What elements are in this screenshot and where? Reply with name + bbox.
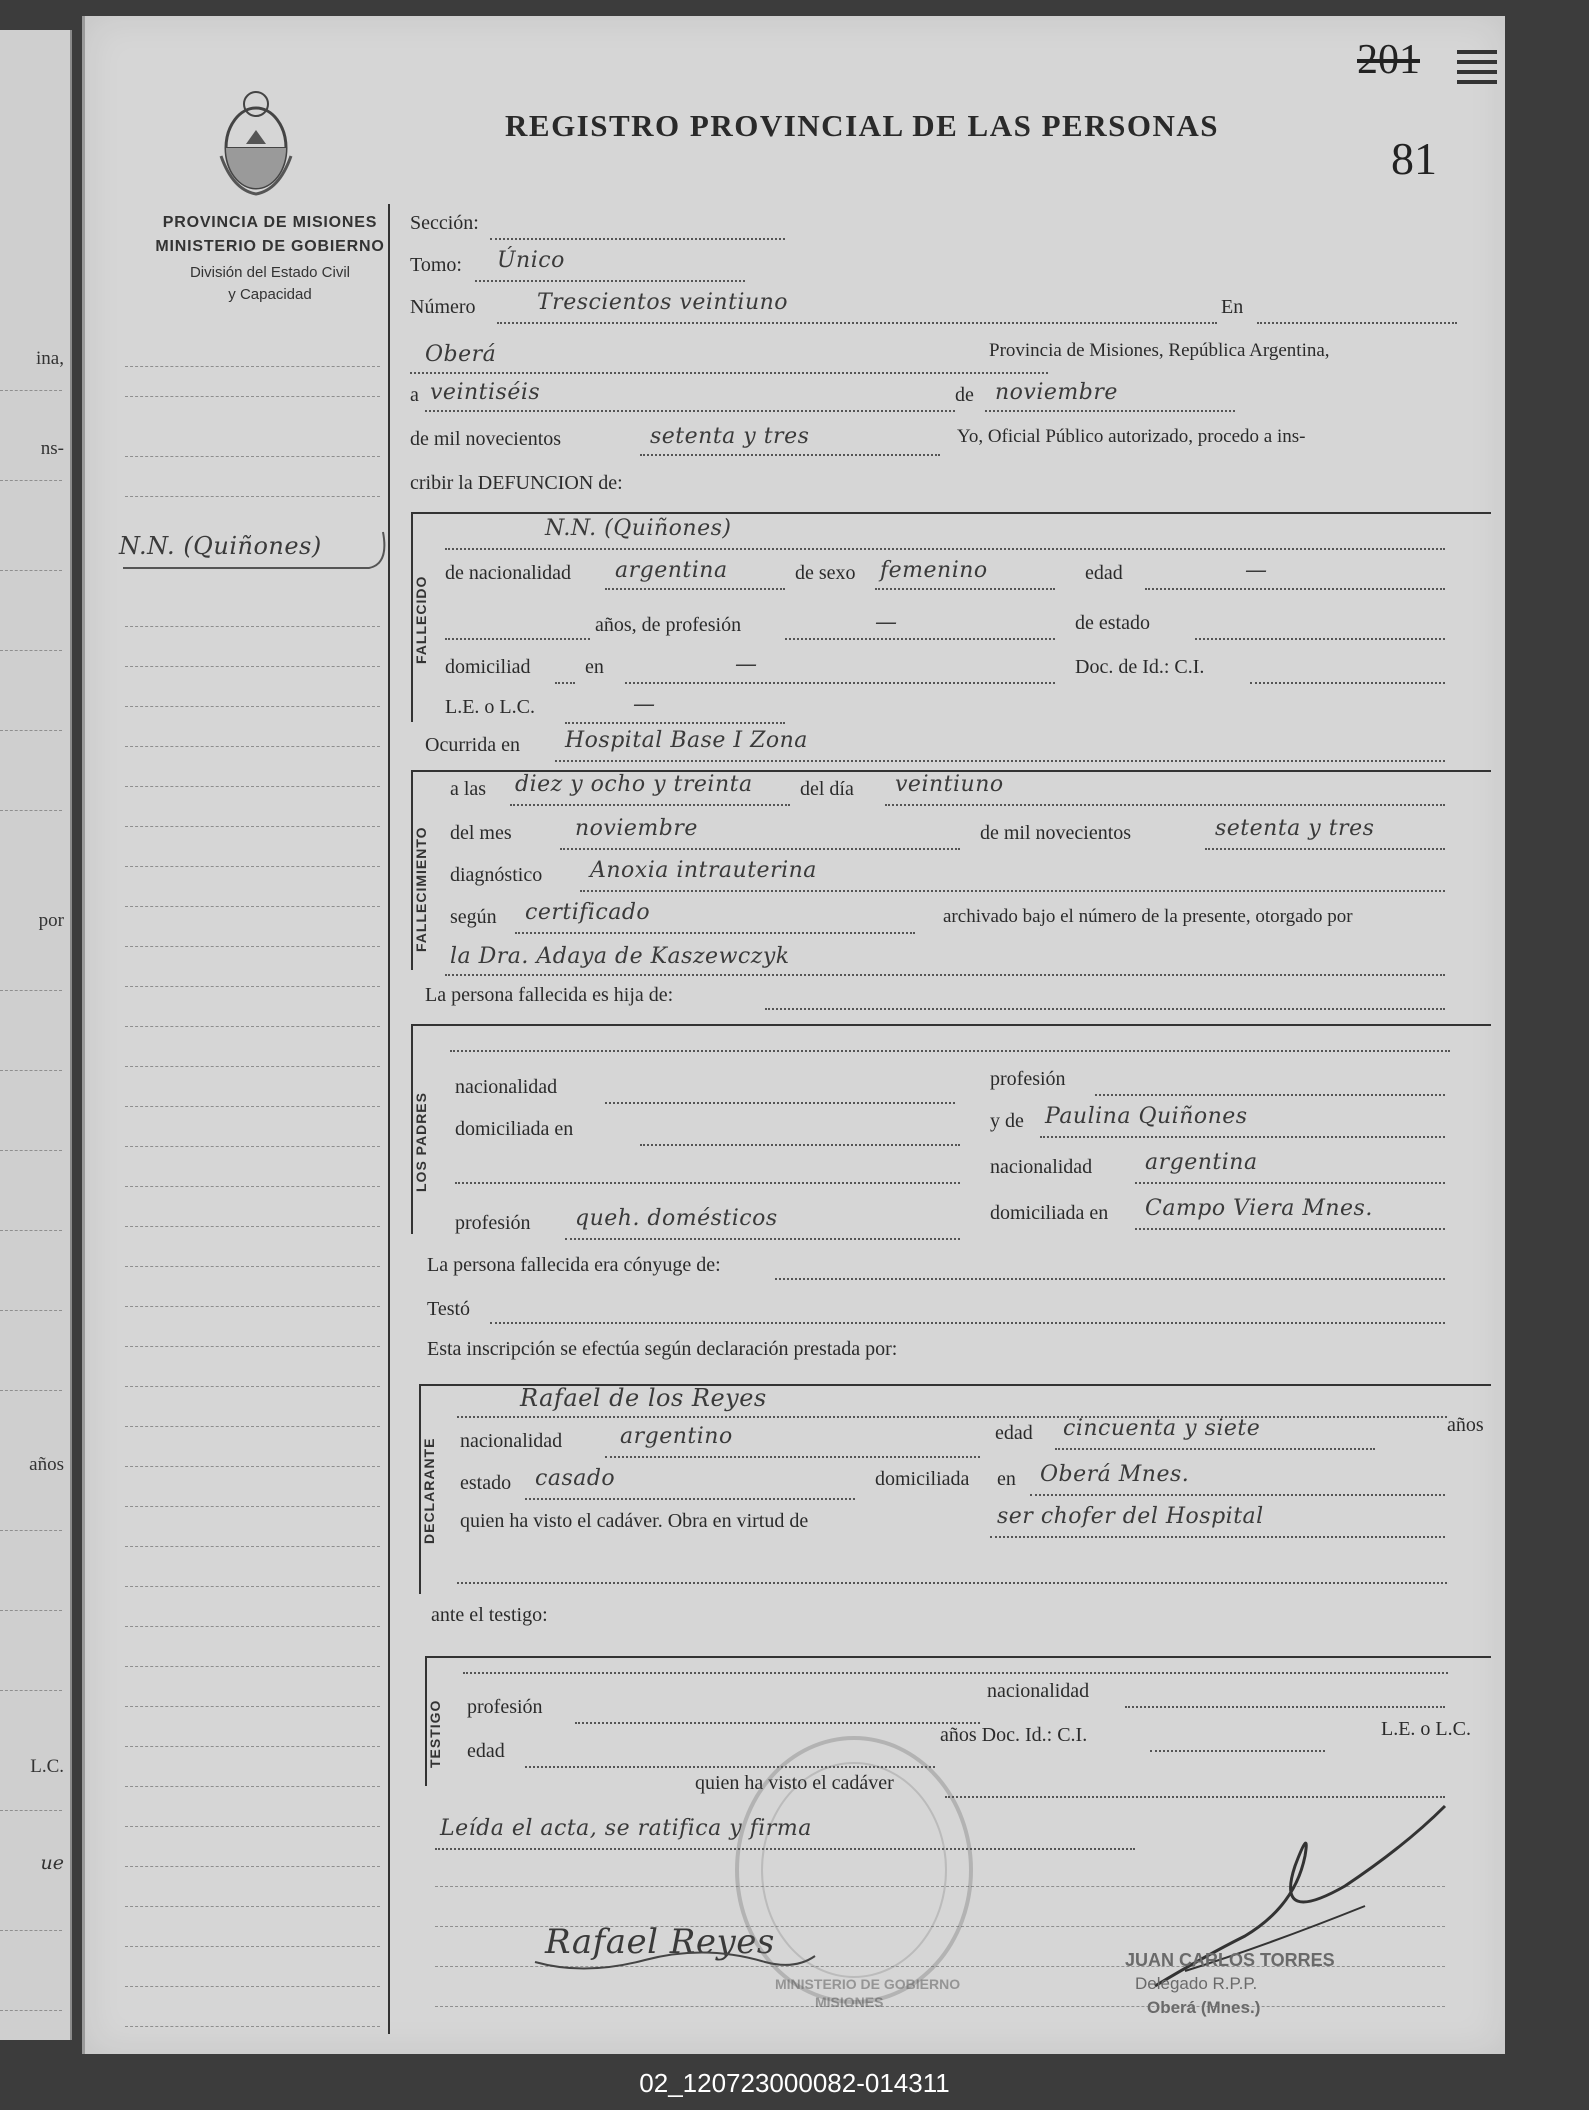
- margin-bracket-icon: [119, 524, 399, 574]
- a-las-value: diez y ocho y treinta: [515, 772, 753, 797]
- declarante-virtud-value: ser chofer del Hospital: [997, 1504, 1264, 1529]
- coat-of-arms-icon: [213, 86, 299, 198]
- declarante-nacionalidad-value: argentino: [620, 1424, 733, 1449]
- header-division: División del Estado Civil: [189, 264, 351, 281]
- conyuge-label: La persona fallecida era cónyuge de:: [427, 1254, 721, 1276]
- seccion-label: Sección:: [410, 212, 479, 234]
- del-dia-value: veintiuno: [895, 772, 1004, 797]
- declarante-domiciliada-label: domiciliada: [875, 1468, 970, 1490]
- declarante-edad-value: cincuenta y siete: [1063, 1416, 1261, 1441]
- del-dia-label: del día: [800, 778, 854, 800]
- declarante-estado-label: estado: [460, 1472, 512, 1494]
- page-title: REGISTRO PROVINCIAL DE LAS PERSONAS: [505, 108, 1219, 143]
- fallecido-section-label: FALLECIDO: [413, 575, 429, 664]
- signature-left: Rafael Reyes: [545, 1922, 775, 1962]
- prev-fragment: L.C.: [30, 1756, 64, 1777]
- declarante-edad-label: edad: [995, 1422, 1033, 1444]
- declarante-section-label: DECLARANTE: [421, 1437, 437, 1544]
- declarante-estado-value: casado: [535, 1466, 616, 1491]
- fallecido-domiciliado-label: domiciliad: [445, 656, 531, 678]
- official-seal-icon: [735, 1736, 973, 2004]
- de-mil-label: de mil novecientos: [980, 822, 1132, 844]
- stamp-text-ministry: MINISTERIO DE GOBIERNO: [775, 1976, 961, 1992]
- inscribir-text: cribir la DEFUNCION de:: [410, 472, 623, 494]
- page-number: 81: [1391, 133, 1437, 184]
- diagnostico-label: diagnóstico: [450, 864, 543, 886]
- hija-label: La persona fallecida es hija de:: [425, 984, 674, 1006]
- ante-testigo-label: ante el testigo:: [431, 1604, 548, 1626]
- testigo-anos-doc-label: años Doc. Id.: C.I.: [940, 1724, 1088, 1746]
- margin-name: N.N. (Quiñones): [119, 532, 322, 560]
- de-mil-value: setenta y tres: [1215, 816, 1375, 841]
- ocurrida-label: Ocurrida en: [425, 734, 520, 756]
- segun-label: según: [450, 906, 497, 928]
- image-caption: 02_120723000082-014311: [639, 2068, 950, 2098]
- padres-nacionalidad2-label: nacionalidad: [990, 1156, 1093, 1178]
- header-ministry: MINISTERIO DE GOBIERNO: [155, 238, 385, 255]
- fallecido-profesion-value: —: [875, 610, 898, 635]
- header-province: PROVINCIA DE MISIONES: [162, 214, 378, 231]
- fallecido-name: N.N. (Quiñones): [545, 516, 732, 541]
- padres-domiciliada2-label: domiciliada en: [990, 1202, 1109, 1224]
- page-number-crossed: 201: [1357, 37, 1420, 83]
- stamp-text-misiones: MISIONES: [815, 1994, 884, 2010]
- prev-fragment: ns-: [40, 438, 64, 459]
- fallecido-nacionalidad-label: de nacionalidad: [445, 562, 572, 584]
- padres-domiciliada-label: domiciliada en: [455, 1118, 574, 1140]
- fallecido-sexo-value: femenino: [880, 558, 988, 583]
- prev-fragment: ina,: [36, 348, 64, 369]
- diagnostico-value: Anoxia intrauterina: [590, 858, 817, 883]
- testigo-section-label: TESTIGO: [427, 1699, 443, 1768]
- fallecido-edad-label: edad: [1085, 562, 1123, 584]
- official-name: JUAN CARLOS TORRES: [1125, 1950, 1335, 1970]
- testigo-quien-label: quien ha visto el cadáver: [695, 1772, 894, 1794]
- padres-profesion2-value: queh. domésticos: [575, 1206, 778, 1231]
- del-mes-label: del mes: [450, 822, 512, 844]
- prev-fragment: por: [38, 910, 64, 931]
- official-role: Delegado R.P.P.: [1135, 1974, 1258, 1993]
- place-value: Oberá: [425, 342, 497, 367]
- padres-y-de-label: y de: [990, 1110, 1024, 1132]
- day-value: veintiséis: [430, 380, 541, 405]
- declarante-quien-label: quien ha visto el cadáver. Obra en virtud de: [460, 1510, 809, 1532]
- fallecido-doc-label: Doc. de Id.: C.I.: [1075, 656, 1205, 678]
- testigo-le-label: L.E. o L.C.: [1381, 1718, 1471, 1740]
- a-label: a: [410, 384, 419, 406]
- testigo-profesion-label: profesión: [467, 1696, 543, 1718]
- padres-nacionalidad-label: nacionalidad: [455, 1076, 558, 1098]
- testigo-edad-label: edad: [467, 1740, 505, 1762]
- closing-note: Leída el acta, se ratifica y firma: [440, 1816, 812, 1841]
- month-value: noviembre: [995, 380, 1118, 405]
- de-label: de: [955, 384, 974, 406]
- prev-fragment: años: [29, 1454, 64, 1475]
- fallecido-nacionalidad-value: argentina: [615, 558, 728, 583]
- year-label: de mil novecientos: [410, 428, 562, 450]
- testo-label: Testó: [427, 1298, 471, 1320]
- padres-profesion2-label: profesión: [455, 1212, 531, 1234]
- padres-profesion-label: profesión: [990, 1068, 1066, 1090]
- prev-fragment: ue: [40, 1852, 64, 1874]
- previous-page-edge: [0, 30, 72, 2040]
- del-mes-value: noviembre: [575, 816, 698, 841]
- fallecido-le-label: L.E. o L.C.: [445, 696, 535, 718]
- fallecido-estado-label: de estado: [1075, 612, 1150, 634]
- testigo-nacionalidad-label: nacionalidad: [987, 1680, 1090, 1702]
- padres-nacionalidad2-value: argentina: [1145, 1150, 1258, 1175]
- segun-value: certificado: [525, 900, 651, 925]
- oficial-text: Yo, Oficial Público autorizado, procedo a ins-: [957, 426, 1306, 447]
- ocurrida-value: Hospital Base I Zona: [565, 728, 808, 753]
- a-las-label: a las: [450, 778, 487, 800]
- numero-value: Trescientos veintiuno: [537, 290, 789, 315]
- padres-domiciliada2-value: Campo Viera Mnes.: [1145, 1196, 1373, 1221]
- declarante-name: Rafael de los Reyes: [520, 1384, 767, 1412]
- declarante-en-label: en: [997, 1468, 1016, 1490]
- otorgado-value: la Dra. Adaya de Kaszewczyk: [450, 944, 790, 969]
- register-page: [82, 16, 1505, 2054]
- year-value: setenta y tres: [650, 424, 810, 449]
- declaracion-label: Esta inscripción se efectúa según declaración prestada por:: [427, 1338, 898, 1360]
- archivado-text: archivado bajo el número de la presente, otorgado por: [943, 906, 1353, 927]
- fallecido-sexo-label: de sexo: [795, 562, 856, 584]
- declarante-nacionalidad-label: nacionalidad: [460, 1430, 563, 1452]
- declarante-domicilio-value: Oberá Mnes.: [1040, 1462, 1190, 1487]
- province-text: Provincia de Misiones, República Argentina,: [989, 340, 1330, 361]
- fallecimiento-section-label: FALLECIMIENTO: [413, 826, 429, 952]
- fallecido-en-value: —: [735, 652, 758, 677]
- padres-section-label: LOS PADRES: [413, 1092, 429, 1192]
- tomo-label: Tomo:: [410, 254, 462, 276]
- tomo-value: Único: [497, 248, 565, 273]
- numero-label: Número: [410, 296, 476, 318]
- declarante-anos-label: años: [1447, 1414, 1484, 1436]
- strike-lines-icon: [1457, 44, 1501, 94]
- fallecido-anos-profesion-label: años, de profesión: [595, 614, 742, 636]
- madre-value: Paulina Quiñones: [1045, 1104, 1248, 1129]
- en-label: En: [1221, 296, 1244, 318]
- fallecido-en-label: en: [585, 656, 604, 678]
- fallecido-le-value: —: [633, 692, 656, 717]
- fallecido-edad-value: —: [1245, 558, 1268, 583]
- official-place: Oberá (Mnes.): [1147, 1998, 1261, 2017]
- header-division-sub: y Capacidad: [228, 286, 312, 303]
